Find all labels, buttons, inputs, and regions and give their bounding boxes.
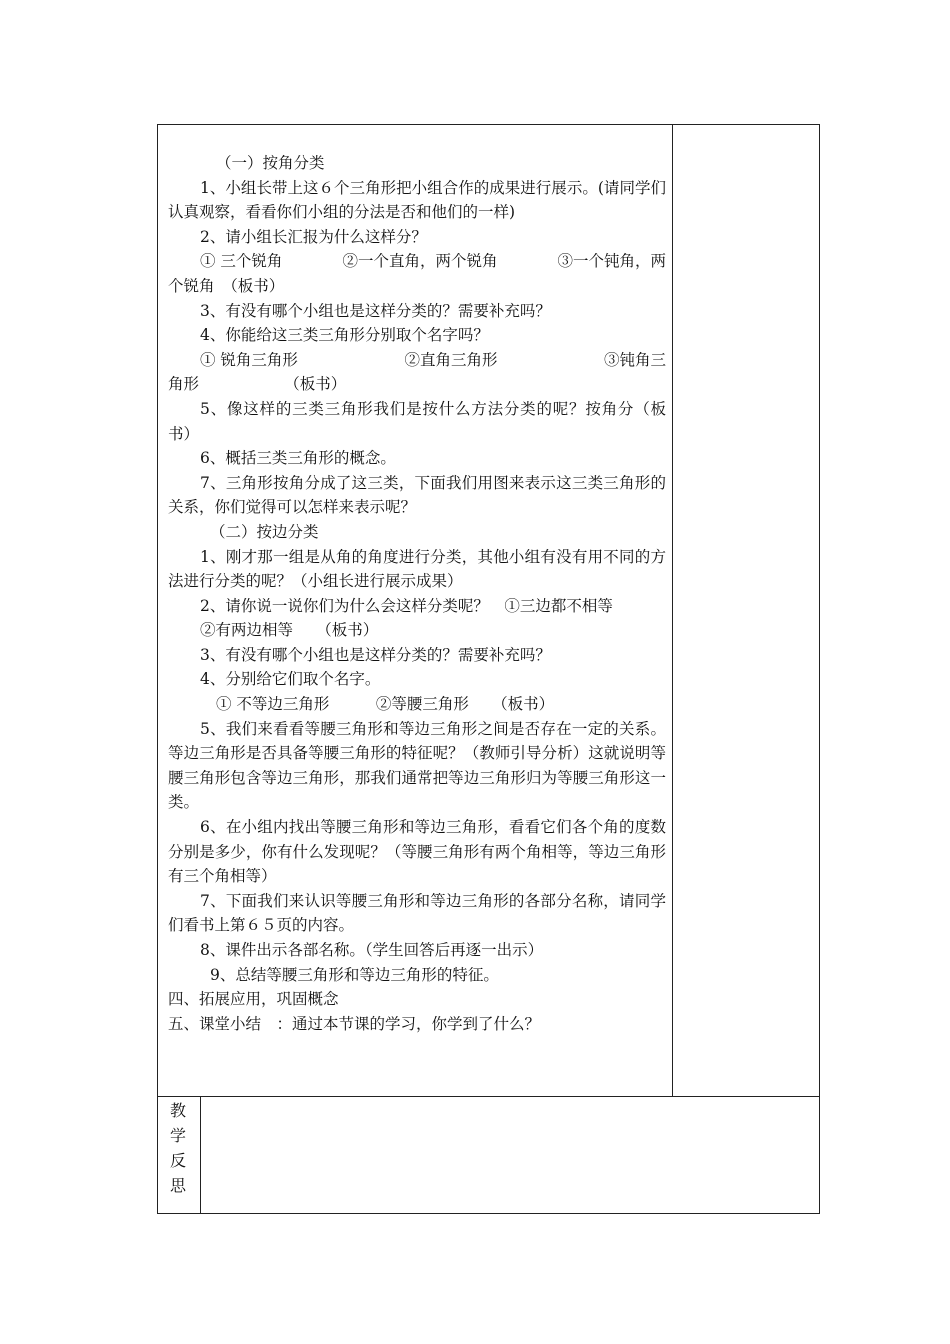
column-divider — [672, 124, 673, 1097]
step-text: 角形 （板书） — [168, 375, 347, 394]
part-heading: 四、拓展应用，巩固概念 — [168, 990, 339, 1009]
label-divider — [200, 1096, 201, 1214]
step-text: 5、我们来看看等腰三角形和等边三角形之间是否存在一定的关系。等边三角形是否具备等腰三角形的特征呢？（教师引导分析）这就说明等腰三角形包含等边三角形，那我们通常把等边三角形归为等腰三角形这一类。 — [168, 719, 666, 812]
options-row — [168, 249, 666, 274]
lesson-content — [168, 151, 666, 1036]
step-text: ②有两边相等 （板书） — [200, 621, 379, 640]
step-text: 4、分别给它们取个名字。 — [200, 670, 381, 689]
part-heading: 五、课堂小结 ：通过本节课的学习，你学到了什么？ — [168, 1014, 541, 1033]
step-text: 6、在小组内找出等腰三角形和等边三角形，看看它们各个角的度数分别是多少，你有什么发现呢？（等腰三角形有两个角相等，等边三角形有三个角相等） — [168, 818, 666, 886]
section-title-by-side: （二）按边分类 — [210, 522, 319, 541]
label-char: 反 — [169, 1151, 186, 1170]
step-text: 3、有没有哪个小组也是这样分类的？需要补充吗？ — [200, 645, 551, 664]
label-char: 思 — [169, 1176, 186, 1195]
step-text: 8、课件出示各部名称。（学生回答后再逐一出示） — [200, 941, 544, 959]
step-text: 5、像这样的三类三角形我们是按什么方法分类的呢？按角分（板书） — [168, 399, 666, 443]
section-title-by-angle: （一）按角分类 — [216, 154, 325, 172]
step-text: 2、请你说一说你们为什么会这样分类呢？ ①三边都不相等 — [200, 596, 613, 615]
reflection-content[interactable] — [202, 1098, 818, 1212]
step-text: 1、小组长带上这６个三角形把小组合作的成果进行展示。(请同学们认真观察，看看你们小组的分法是否和他们的一样) — [168, 178, 666, 222]
label-char: 教 — [169, 1101, 186, 1120]
step-text: 6、概括三类三角形的概念。 — [200, 449, 396, 468]
step-text: 9、总结等腰三角形和等边三角形的特征。 — [210, 965, 499, 984]
option: ③一个钝角，两 — [557, 252, 666, 271]
options-row — [168, 348, 666, 373]
label-char: 学 — [169, 1126, 186, 1145]
step-text: 4、你能给这三类三角形分别取个名字吗？ — [200, 326, 489, 345]
option: ②一个直角，两个锐角 — [342, 252, 498, 271]
step-text: 2、请小组长汇报为什么这样分？ — [200, 227, 427, 246]
step-text: 个锐角 （板书） — [168, 276, 285, 295]
step-text: 1、刚才那一组是从角的角度进行分类，其他小组有没有用不同的方法进行分类的呢？（小组长进行展示成果） — [168, 547, 666, 591]
step-text: ① 不等边三角形 ②等腰三角形 （板书） — [216, 695, 555, 714]
step-text: 7、下面我们来认识等腰三角形和等边三角形的各部分名称，请同学们看书上第６５页的内容。 — [168, 891, 666, 935]
row-divider — [157, 1096, 820, 1097]
step-text: 7、三角形按角分成了这三类，下面我们用图来表示这三类三角形的关系，你们觉得可以怎样来表示呢？ — [168, 473, 666, 517]
option: ②直角三角形 — [404, 350, 498, 369]
option: ① 三个锐角 — [200, 252, 283, 271]
step-text: 3、有没有哪个小组也是这样分类的？需要补充吗？ — [200, 301, 551, 320]
option: ③钝角三 — [603, 350, 666, 369]
option: ① 锐角三角形 — [200, 350, 298, 369]
reflection-label — [166, 1098, 190, 1198]
